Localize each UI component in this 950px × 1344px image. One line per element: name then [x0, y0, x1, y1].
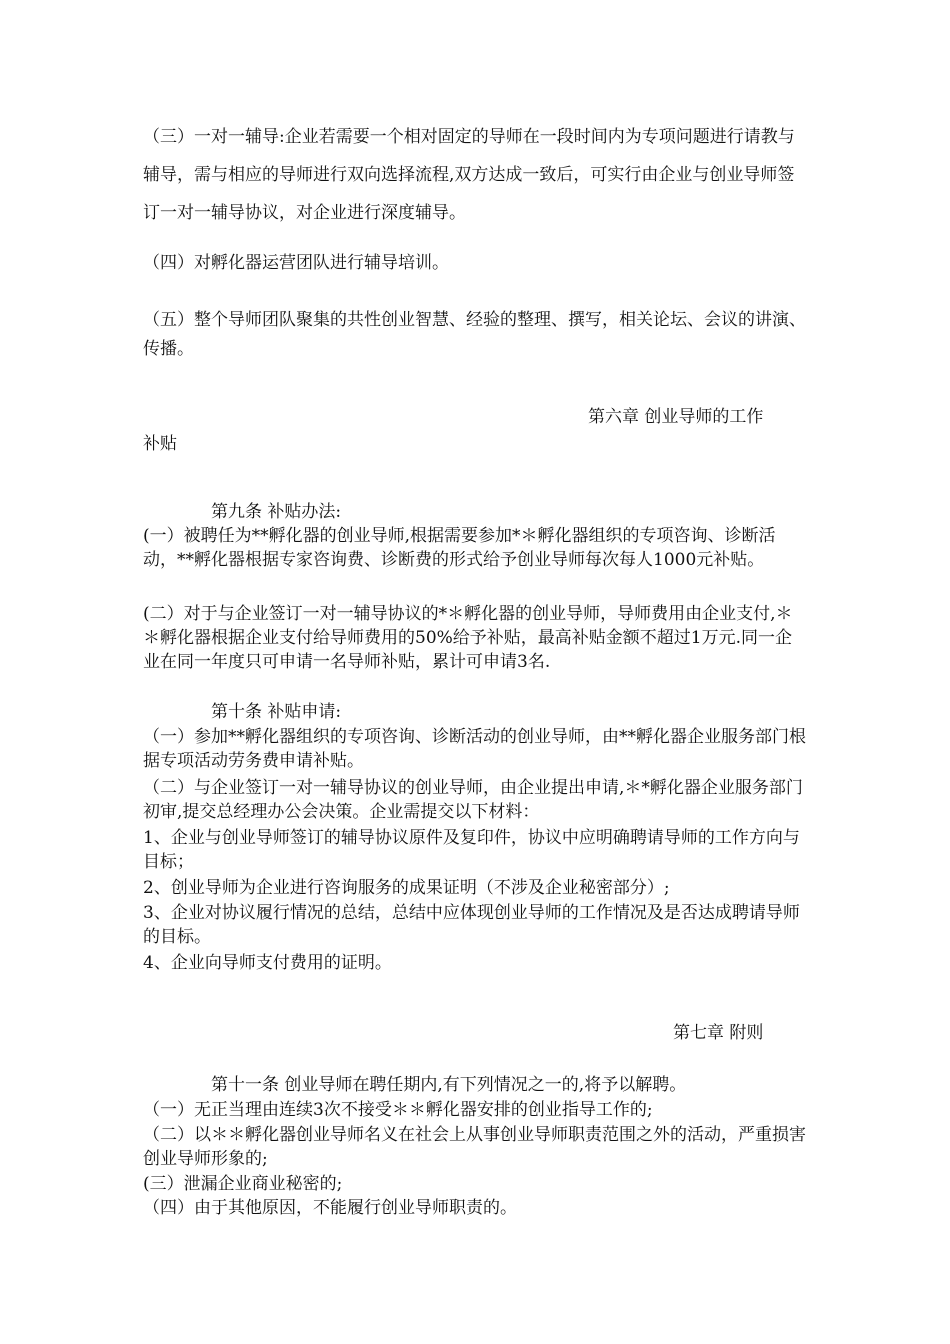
section-4-paragraph: （四）对孵化器运营团队进行辅导培训。: [143, 253, 449, 273]
article-11-item-3: (三）泄漏企业商业秘密的;: [143, 1174, 343, 1194]
article-10-item-1: （一）参加**孵化器组织的专项咨询、诊断活动的创业导师，由**孵化器企业服务部门根据专项活动劳务费申请补贴。: [143, 727, 806, 771]
article-10-item-2: （二）与企业签订一对一辅导协议的创业导师，由企业提出申请,＊*孵化器企业服务部门初审,提交总经理办公会决策。企业需提交以下材料：: [143, 778, 803, 822]
section-5-paragraph: （五）整个导师团队聚集的共性创业智慧、经验的整理、撰写，相关论坛、会议的讲演、传播。: [143, 310, 806, 359]
article-10-material-4: 4、企业向导师支付费用的证明。: [143, 953, 392, 973]
article-9-item-1: (一）被聘任为**孵化器的创业导师,根据需要参加*＊孵化器组织的专项咨询、诊断活动，**孵化器根据专家咨询费、诊断费的形式给予创业导师每次每人1000元补贴。: [143, 526, 776, 570]
chapter-7-title: 第七章 附则: [673, 1023, 764, 1043]
article-11-item-2: （二）以＊＊孵化器创业导师名义在社会上从事创业导师职责范围之外的活动，严重损害创业导师形象的;: [143, 1125, 806, 1169]
chapter-6-title-line1: 第六章 创业导师的工作: [588, 407, 764, 427]
article-10-material-2: 2、创业导师为企业进行咨询服务的成果证明（不涉及企业秘密部分）;: [143, 878, 670, 898]
article-11-item-4: （四）由于其他原因，不能履行创业导师职责的。: [143, 1198, 517, 1218]
chapter-6-title-line2: 补贴: [143, 434, 177, 454]
article-10-title: 第十条 补贴申请:: [211, 702, 342, 722]
section-3-paragraph: （三）一对一辅导:企业若需要一个相对固定的导师在一段时间内为专项问题进行请教与辅导，需与相应的导师进行双向选择流程,双方达成一致后，可实行由企业与创业导师签订一对一辅导协议，对企业进行深度辅导。: [143, 127, 795, 223]
article-11-item-1: （一）无正当理由连续3次不接受＊＊孵化器安排的创业指导工作的;: [143, 1100, 653, 1120]
article-10-material-3: 3、企业对协议履行情况的总结，总结中应体现创业导师的工作情况及是否达成聘请导师的目标。: [143, 903, 800, 947]
article-11-title: 第十一条 创业导师在聘任期内,有下列情况之一的,将予以解聘。: [211, 1075, 687, 1095]
article-9-item-2: (二）对于与企业签订一对一辅导协议的*＊孵化器的创业导师，导师费用由企业支付,＊＊孵化器根据企业支付给导师费用的50%给予补贴，最高补贴金额不超过1万元.同一企业在同一年度只可申请一名导师补贴，累计可申请3名.: [143, 604, 793, 672]
article-9-title: 第九条 补贴办法:: [211, 502, 342, 522]
article-10-material-1: 1、企业与创业导师签订的辅导协议原件及复印件，协议中应明确聘请导师的工作方向与目标；: [143, 828, 800, 872]
